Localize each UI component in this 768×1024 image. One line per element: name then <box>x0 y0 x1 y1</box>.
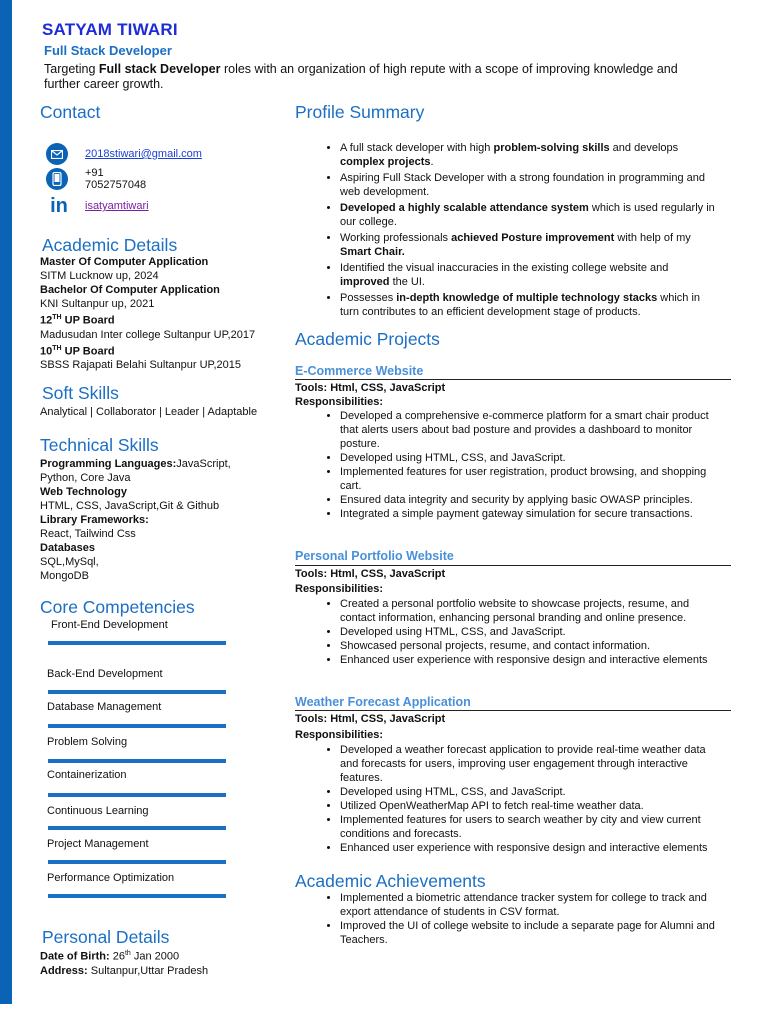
degree-10th-place: SBSS Rajapati Belahi Sultanpur UP,2015 <box>40 359 241 372</box>
summary-item <box>340 141 720 169</box>
degree-12th-place: Madusudan Inter college Sultanpur UP,2017 <box>40 328 256 341</box>
project-bullet: • Enhanced user experience with responsive design and interactive elements <box>340 653 720 667</box>
dob-day: 26 <box>109 950 125 963</box>
competency-label: Front-End Development <box>51 619 168 631</box>
competency-label: Problem Solving <box>47 736 128 748</box>
project-bullet: • Implemented features for users to search weather by city and view current conditions and forecasts. <box>340 813 720 841</box>
competency-label: Continuous Learning <box>47 805 149 817</box>
summary-text: which is used regularly in our college. <box>340 202 715 228</box>
competency-bar <box>48 690 226 694</box>
project-title: Personal Portfolio Website <box>295 549 454 563</box>
project-bullet: • Showcased personal projects, resume, and contact information. <box>340 639 720 653</box>
degree-12th-sup: TH <box>52 314 62 321</box>
databases-value-1: SQL,MySql, <box>40 556 99 568</box>
core-competencies-heading: Core Competencies <box>40 597 195 617</box>
project-bullet: • Created a personal portfolio website to showcase projects, resume, and contact information, enhancing personal branding and online presence. <box>340 597 720 625</box>
phone-icon <box>46 168 68 190</box>
project-bullet: • Developed using HTML, CSS, and JavaScript. <box>340 785 720 799</box>
left-accent-bar <box>0 0 12 1004</box>
programming-languages-value-2: Python, Core Java <box>40 472 131 484</box>
summary-text: with help of my <box>614 232 691 244</box>
personal-details-heading: Personal Details <box>42 927 170 947</box>
technical-skills-heading: Technical Skills <box>40 435 159 455</box>
soft-skills-heading: Soft Skills <box>42 383 119 403</box>
summary-text-bold: in-depth knowledge of multiple technology stacks <box>396 292 658 304</box>
summary-text: Working professionals <box>340 232 452 244</box>
web-technology-value: HTML, CSS, JavaScript,Git & Github <box>40 500 220 512</box>
academic-projects-heading: Academic Projects <box>295 329 440 349</box>
project-responsibilities-label: Responsibilities: <box>295 396 384 408</box>
degree-mca: Master Of Computer Application <box>40 256 209 268</box>
project-tools: Tools: Html, CSS, JavaScript <box>295 382 446 394</box>
project-bullet: • Enhanced user experience with responsive design and interactive elements <box>340 841 720 855</box>
summary-text: . <box>430 156 434 168</box>
summary-item <box>340 261 720 289</box>
competency-label: Performance Optimization <box>47 872 175 884</box>
competency-bar <box>48 724 226 728</box>
competency-bar <box>48 759 226 763</box>
project-bullets <box>295 409 720 521</box>
objective-text-pre: Targeting <box>44 62 99 76</box>
date-of-birth <box>40 947 208 964</box>
project-divider <box>295 710 731 711</box>
project-bullet: • Developed a comprehensive e-commerce platform for a smart chair product that alerts users about bad posture and provides a dashboard to monitor posture. <box>340 409 720 451</box>
competency-label: Containerization <box>47 769 127 781</box>
project-title: E-Commerce Website <box>295 364 424 378</box>
objective-text-post: roles with an organization of high repute with a scope of improving knowledge and further career growth. <box>44 62 678 91</box>
project-tools: Tools: Html, CSS, JavaScript <box>295 568 446 580</box>
academic-achievements-heading: Academic Achievements <box>295 871 486 891</box>
degree-10th <box>40 342 255 359</box>
degree-mca-place: SITM Lucknow up, 2024 <box>40 270 159 282</box>
address <box>40 964 208 978</box>
academic-details-heading: Academic Details <box>42 235 178 255</box>
project-divider <box>295 565 731 566</box>
project-divider <box>295 379 731 380</box>
address-label: Address: <box>40 964 88 977</box>
candidate-name: SATYAM TIWARI <box>42 20 178 39</box>
library-frameworks-label: Library Frameworks: <box>40 514 149 526</box>
summary-item <box>340 171 720 199</box>
degree-12th <box>40 311 255 328</box>
profile-summary-list <box>295 141 720 321</box>
contact-email-row <box>46 143 202 165</box>
candidate-role: Full Stack Developer <box>44 43 172 58</box>
objective-text-bold: Full stack Developer <box>98 62 221 76</box>
project-bullets <box>295 743 720 855</box>
email-icon <box>46 143 68 165</box>
technical-skills-list <box>40 457 280 583</box>
project-bullet: • Utilized OpenWeatherMap API to fetch real-time weather data. <box>340 799 720 813</box>
competency-label: Database Management <box>47 701 162 713</box>
degree-10th-rest: UP Board <box>61 345 115 358</box>
competency-label: Project Management <box>47 838 149 850</box>
library-frameworks-value: React, Tailwind Css <box>40 528 136 540</box>
address-value: Sultanpur,Uttar Pradesh <box>87 964 209 977</box>
achievement-item: • Implemented a biometric attendance tracker system for college to track and export attendance of students in CSV format. <box>340 891 720 919</box>
phone-number: +91 7052757048 <box>85 167 147 191</box>
summary-text-bold: problem-solving skills <box>493 142 610 154</box>
soft-skills-text: Analytical | Collaborator | Leader | Adaptable <box>40 406 258 418</box>
career-objective <box>44 62 684 92</box>
project-bullet: • Ensured data integrity and security by applying basic OWASP principles. <box>340 493 720 507</box>
web-technology-label: Web Technology <box>40 486 127 498</box>
dob-rest: Jan 2000 <box>130 950 180 963</box>
dob-label: Date of Birth: <box>40 950 110 963</box>
academic-details-list <box>40 255 255 372</box>
competency-bar <box>48 860 226 864</box>
summary-text-bold: improved <box>340 276 390 288</box>
degree-10th-num: 10 <box>40 345 53 358</box>
project-tools: Tools: Html, CSS, JavaScript <box>295 713 446 725</box>
project-bullet: • Integrated a simple payment gateway simulation for secure transactions. <box>340 507 720 521</box>
degree-12th-num: 12 <box>40 314 53 327</box>
summary-text: which in turn contributes to an efficient development stage of products. <box>340 292 701 318</box>
project-responsibilities-label: Responsibilities: <box>295 729 384 741</box>
competency-label: Back-End Development <box>47 668 163 680</box>
linkedin-link[interactable]: isatyamtiwari <box>85 200 149 212</box>
programming-languages-value-1: JavaScript, <box>176 458 231 470</box>
summary-text-bold: complex projects <box>340 156 431 168</box>
summary-text: the UI. <box>389 276 425 288</box>
personal-details-list <box>40 947 208 978</box>
achievement-item: • Improved the UI of college website to include a separate page for Alumni and Teachers. <box>340 919 720 947</box>
project-bullet: • Implemented features for user registration, product browsing, and shopping cart. <box>340 465 720 493</box>
competency-bar <box>48 894 226 898</box>
summary-text-bold: achieved Posture improvement <box>451 232 615 244</box>
project-bullet: • Developed using HTML, CSS, and JavaScript. <box>340 625 720 639</box>
summary-text-bold: Smart Chair. <box>340 246 405 258</box>
summary-text: Identified the visual inaccuracies in the existing college website and <box>340 262 669 274</box>
project-responsibilities-label: Responsibilities: <box>295 583 384 595</box>
project-bullet: • Developed a weather forecast application to provide real-time weather data and forecasts for users, improving user engagement through interactive features. <box>340 743 720 785</box>
contact-heading: Contact <box>40 102 101 122</box>
linkedin-icon: in <box>50 194 68 217</box>
degree-12th-rest: UP Board <box>61 314 115 327</box>
project-title: Weather Forecast Application <box>295 695 471 709</box>
programming-languages <box>40 457 280 471</box>
competency-bar <box>48 793 226 797</box>
competency-bar <box>48 826 226 830</box>
degree-bca-place: KNI Sultanpur up, 2021 <box>40 298 155 310</box>
dob-sup: th <box>124 950 131 957</box>
contact-linkedin-row <box>46 194 149 217</box>
databases-value-2: MongoDB <box>40 570 89 582</box>
achievements-list <box>295 891 720 947</box>
programming-languages-label: Programming Languages: <box>40 458 177 470</box>
degree-bca: Bachelor Of Computer Application <box>40 284 220 296</box>
email-link[interactable]: 2018stiwari@gmail.com <box>85 148 202 160</box>
summary-text: A full stack developer with high <box>340 142 494 154</box>
summary-text: Aspiring Full Stack Developer with a strong foundation in programming and web development. <box>340 172 706 198</box>
summary-text-bold: Developed a highly scalable attendance system <box>340 202 589 214</box>
summary-item <box>340 201 720 229</box>
summary-item <box>340 231 720 259</box>
degree-10th-sup: TH <box>52 344 62 352</box>
summary-text: and develops <box>609 142 679 154</box>
competency-bar <box>48 641 226 645</box>
contact-phone-row <box>46 167 147 191</box>
profile-summary-heading: Profile Summary <box>295 102 425 122</box>
project-bullets <box>295 597 720 667</box>
project-bullet: • Developed using HTML, CSS, and JavaScript. <box>340 451 720 465</box>
databases-label: Databases <box>40 542 96 554</box>
summary-item <box>340 291 720 319</box>
summary-text: Possesses <box>340 292 397 304</box>
